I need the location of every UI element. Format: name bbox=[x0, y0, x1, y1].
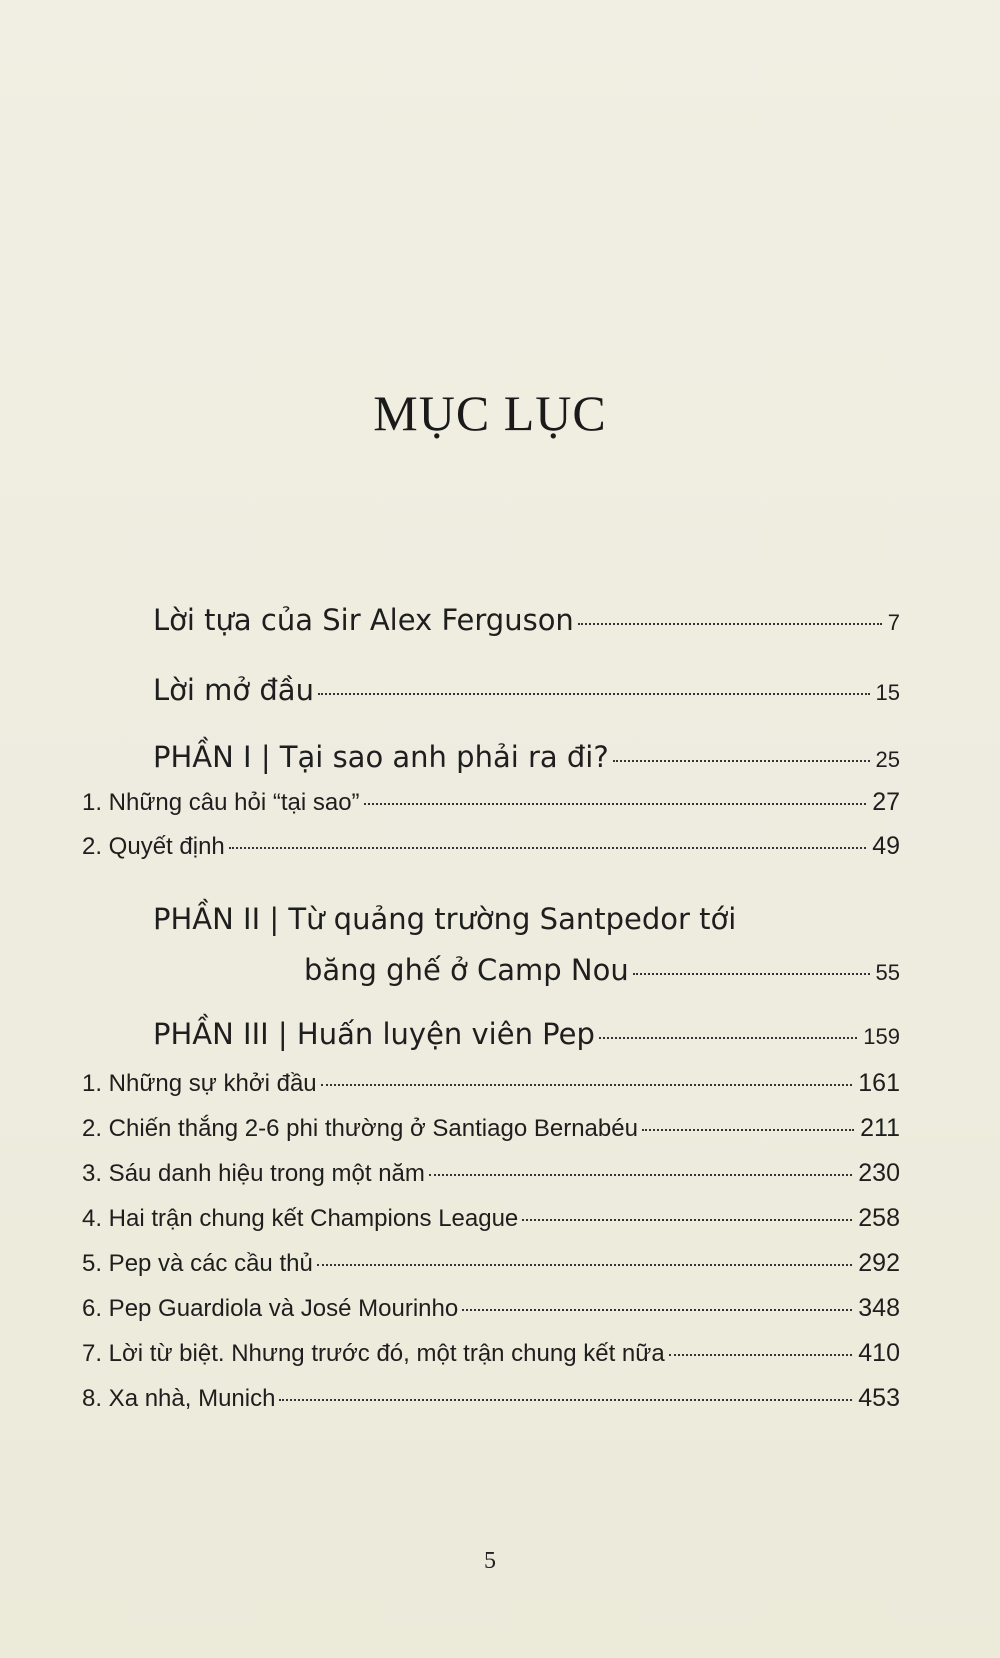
dot-leader bbox=[317, 1264, 852, 1266]
toc-chapter-page: 161 bbox=[858, 1069, 900, 1097]
dot-leader bbox=[599, 1037, 857, 1039]
toc-chapter-page: 348 bbox=[858, 1294, 900, 1322]
dot-leader bbox=[321, 1084, 853, 1086]
toc-entry-introduction bbox=[153, 673, 900, 707]
page-title: MỤC LỤC bbox=[373, 385, 607, 441]
toc-chapter-label: 1. Những sự khởi đầu bbox=[82, 1070, 317, 1097]
toc-part-label: băng ghế ở Camp Nou bbox=[304, 953, 629, 987]
toc-chapter-label: 8. Xa nhà, Munich bbox=[82, 1385, 276, 1412]
toc-chapter-label: 2. Chiến thắng 2-6 phi thường ở Santiago Bernabéu bbox=[82, 1115, 638, 1142]
toc-part-label: PHẦN III | Huấn luyện viên Pep bbox=[153, 1017, 595, 1051]
toc-part-page: 25 bbox=[875, 747, 900, 772]
toc-chapter-row bbox=[82, 1384, 900, 1413]
toc-chapter-row bbox=[82, 1339, 900, 1368]
toc-part-1 bbox=[153, 740, 900, 774]
dot-leader bbox=[613, 760, 870, 762]
toc-chapter-row bbox=[82, 832, 900, 861]
toc-part-3 bbox=[153, 1017, 900, 1051]
toc-entry-label: Lời tựa của Sir Alex Ferguson bbox=[153, 603, 574, 637]
toc-entry-page: 7 bbox=[887, 610, 900, 635]
toc-chapter-row bbox=[82, 788, 900, 817]
dot-leader bbox=[364, 803, 867, 805]
toc-chapter-page: 410 bbox=[858, 1339, 900, 1367]
dot-leader bbox=[229, 847, 866, 849]
toc-chapter-page: 258 bbox=[858, 1204, 900, 1232]
dot-leader bbox=[429, 1174, 852, 1176]
toc-chapter-row bbox=[82, 1204, 900, 1233]
toc-entry-label: Lời mở đầu bbox=[153, 673, 314, 707]
page-number: 5 bbox=[484, 1548, 496, 1574]
toc-part-page: 55 bbox=[875, 960, 900, 985]
dot-leader bbox=[633, 973, 870, 975]
dot-leader bbox=[318, 693, 870, 695]
toc-entry-page: 15 bbox=[875, 680, 900, 705]
dot-leader bbox=[462, 1309, 852, 1311]
dot-leader bbox=[642, 1129, 854, 1131]
toc-chapter-page: 27 bbox=[872, 788, 900, 816]
toc-chapter-label: 3. Sáu danh hiệu trong một năm bbox=[82, 1160, 425, 1187]
toc-chapter-label: 5. Pep và các cầu thủ bbox=[82, 1250, 313, 1277]
toc-part-label: PHẦN I | Tại sao anh phải ra đi? bbox=[153, 740, 609, 774]
dot-leader bbox=[522, 1219, 852, 1221]
toc-chapter-row bbox=[82, 1114, 900, 1143]
toc-chapter-page: 292 bbox=[858, 1249, 900, 1277]
dot-leader bbox=[279, 1399, 852, 1401]
toc-chapter-label: 6. Pep Guardiola và José Mourinho bbox=[82, 1295, 459, 1322]
toc-part-page: 159 bbox=[863, 1024, 900, 1049]
toc-chapter-page: 49 bbox=[872, 832, 900, 860]
toc-chapter-label: 4. Hai trận chung kết Champions League bbox=[82, 1205, 519, 1232]
toc-chapter-label: 2. Quyết định bbox=[82, 833, 225, 860]
toc-chapter-label: 7. Lời từ biệt. Nhưng trước đó, một trận chung kết nữa bbox=[82, 1340, 665, 1367]
dot-leader bbox=[669, 1354, 853, 1356]
toc-chapter-page: 211 bbox=[860, 1114, 900, 1142]
toc-part-2 bbox=[304, 953, 900, 987]
dot-leader bbox=[578, 623, 882, 625]
toc-chapter-row bbox=[82, 1159, 900, 1188]
toc-chapter-row bbox=[82, 1249, 900, 1278]
toc-chapter-label: 1. Những câu hỏi “tại sao” bbox=[82, 789, 360, 816]
toc-chapter-row bbox=[82, 1069, 900, 1098]
toc-entry-foreword bbox=[153, 603, 900, 637]
toc-part-2-label-line1: PHẦN II | Từ quảng trường Santpedor tới bbox=[153, 902, 737, 936]
toc-chapter-page: 230 bbox=[858, 1159, 900, 1187]
toc-chapter-page: 453 bbox=[858, 1384, 900, 1412]
toc-chapter-row bbox=[82, 1294, 900, 1323]
